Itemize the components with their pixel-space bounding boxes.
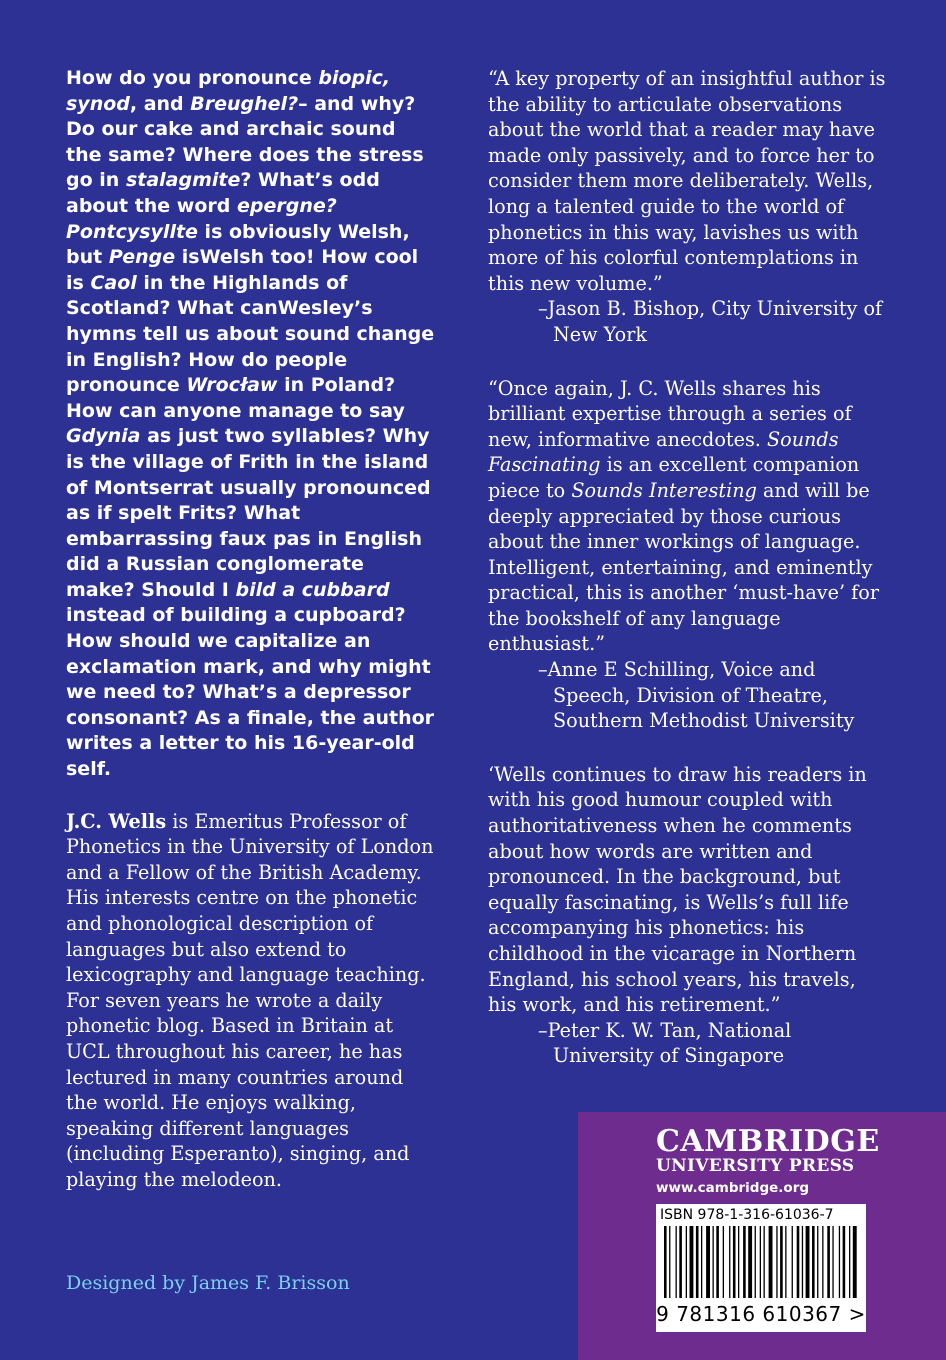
designer-credit: Designed by James F. Brisson (66, 1272, 350, 1294)
author-bio-text: is Emeritus Professor of Phonetics in the University of London and a Fellow of the British Academy. His interests centre on the phonetic and phonological description of languages but also extend to lexicography and language teaching. For seven years he wrote a daily phonetic blog. Based in Britain at UCL throughout his career, he has lectured in many countries around the world. He enjoys walking, speaking different languages (including Esperanto), singing, and playing the melodeon. (66, 809, 434, 1191)
blurb-lead: How do you pronounce biopic, synod, and Breughel?– and why? Do our cake and archaic sound the same? Where does the stress go in stalagmite? What’s odd about the word epergne? Pontcysyllte is obviously Welsh, but Penge isWelsh too! How cool is Caol in the Highlands of Scotland? What canWesley’s hymns tell us about sound change in English? How do people pronounce Wrocław in Poland? How can anyone manage to say Gdynia as just two syllables? Why is the village of Frith in the island of Montserrat usually pronounced as if spelt Frits? What embarrassing faux pas in English did a Russian conglomerate make? Should I bild a cubbard instead of building a cupboard? How should we capitalize an exclamation mark, and why might we need to? What’s a depressor consonant? As a finale, the author writes a letter to his 16-year-old self. (66, 67, 435, 781)
author-bio (66, 809, 436, 1193)
reviews-column (488, 66, 888, 1069)
publisher-press: UNIVERSITY PRESS (656, 1156, 855, 1176)
publisher-url: www.cambridge.org (656, 1180, 810, 1196)
review-attribution: –Jason B. Bishop, City University of New York (538, 297, 883, 346)
publisher-panel (578, 1112, 946, 1360)
barcode-bars (662, 1226, 860, 1300)
isbn-label: ISBN 978-1-316-61036-7 (660, 1207, 834, 1223)
description-column (66, 66, 436, 1193)
barcode (656, 1204, 866, 1332)
review-text: “A key property of an insightful author is the ability to articulate observations about the world that a reader may have made only passively, and to force her to consider them more deliberately. Wells, long a talented guide to the world of phonetics in this way, lavishes us with more of his colorful contemplations in this new volume.” (488, 67, 886, 295)
barcode-number: 9 781316 610367 > (656, 1302, 866, 1326)
review-quote (488, 376, 888, 734)
author-name: J.C. Wells (66, 809, 167, 833)
publisher-name: CAMBRIDGE (656, 1124, 880, 1159)
review-text: ‘Wells continues to draw his readers in with his good humour coupled with authoritativeness when he comments about how words are written and pronounced. In the background, but equally fascinating, is Wells’s full life accompanying his phonetics: his childhood in the vicarage in Northern England, his school years, his travels, his work, and his retirement.” (488, 762, 867, 1017)
review-attribution: –Anne E Schilling, Voice and Speech, Division of Theatre, Southern Methodist University (538, 658, 855, 733)
review-quote (488, 66, 888, 348)
review-attribution: –Peter K. W. Tan, National University of Singapore (538, 1018, 792, 1068)
review-quote (488, 762, 888, 1069)
review-text: “Once again, J. C. Wells shares his brilliant expertise through a series of new, informative anecdotes. Sounds Fascinating is an excellent companion piece to Sounds Interesting and will be deeply appreciated by those curious about the inner workings of language. Intelligent, entertaining, and eminently practical, this is another ‘must-have’ for the bookshelf of any language enthusiast.” (488, 376, 879, 656)
